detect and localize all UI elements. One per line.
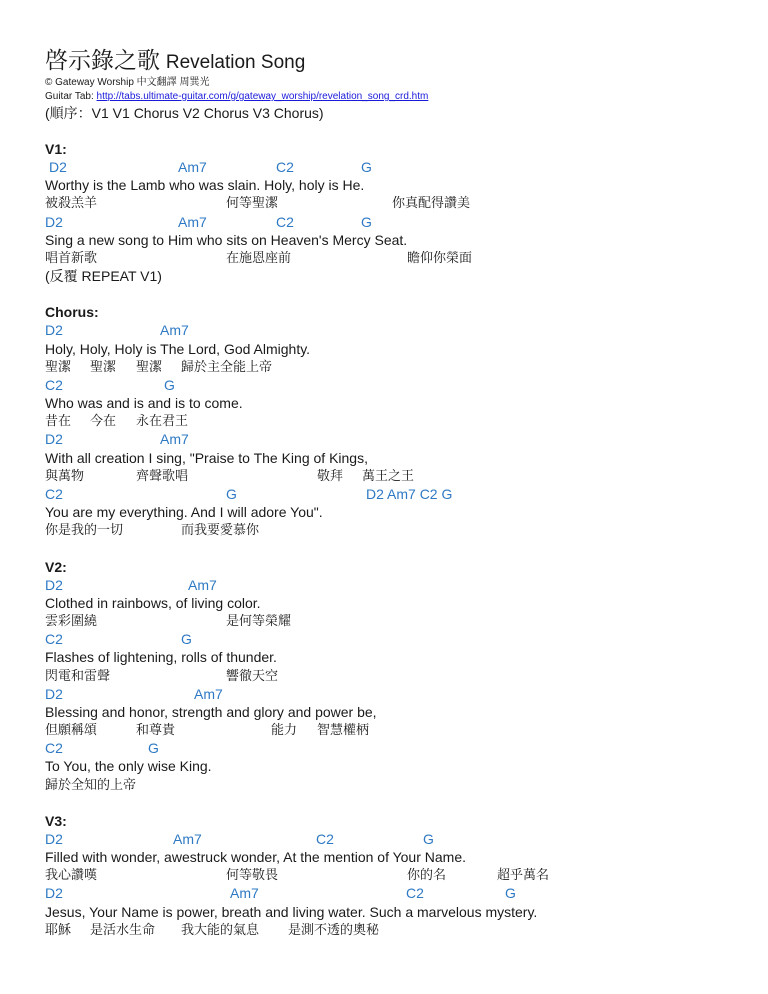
chinese-lyric: 昔在 bbox=[45, 413, 72, 429]
chinese-lyric: 雲彩圍繞 bbox=[45, 612, 98, 628]
chord-line bbox=[45, 485, 745, 503]
lyric-line: You are my everything. And I will adore You". bbox=[45, 504, 323, 521]
chord: D2 bbox=[45, 322, 63, 339]
lyric-line: Holy, Holy, Holy is The Lord, God Almighty. bbox=[45, 340, 311, 357]
chord: D2 bbox=[45, 830, 63, 847]
song-title bbox=[45, 44, 745, 76]
chinese-lyric: 是測不透的奧秘 bbox=[288, 921, 380, 937]
chinese-lyric-line bbox=[45, 776, 745, 794]
chinese-lyric-line bbox=[45, 921, 745, 939]
chinese-lyric-line bbox=[45, 521, 745, 539]
chinese-lyric: 我心讚嘆 bbox=[45, 867, 98, 883]
chord-line bbox=[45, 158, 745, 176]
chinese-lyric: 敬拜 bbox=[317, 467, 344, 483]
guitar-tab-link[interactable]: http://tabs.ultimate-guitar.com/g/gateway_worship/revelation_song_crd.htm bbox=[96, 91, 429, 102]
chord: G bbox=[505, 885, 516, 902]
section-label-v3: V3: bbox=[45, 812, 67, 829]
title-english: Revelation Song bbox=[165, 52, 306, 73]
chord: Am7 bbox=[160, 322, 189, 339]
chinese-lyric: 唱首新歌 bbox=[45, 249, 98, 265]
chord: G bbox=[181, 631, 192, 648]
chinese-lyric: 聖潔 bbox=[90, 358, 117, 374]
chord: C2 bbox=[276, 159, 294, 175]
translator-credit: 中文翻譯 周巽光 bbox=[136, 77, 210, 88]
repeat-note: (反覆 REPEAT V1) bbox=[45, 268, 162, 285]
chord: Am7 bbox=[230, 885, 259, 902]
chinese-lyric-line bbox=[45, 467, 745, 485]
chord-line bbox=[45, 739, 745, 757]
credit-line bbox=[45, 76, 745, 90]
chinese-lyric: 齊聲歌唱 bbox=[136, 467, 189, 483]
chinese-lyric: 在施恩座前 bbox=[226, 249, 292, 265]
song-order: (順序：V1 V1 Chorus V2 Chorus V3 Chorus) bbox=[45, 105, 324, 121]
lyric-line: Filled with wonder, awestruck wonder, At the mention of Your Name. bbox=[45, 849, 467, 865]
title-chinese: 啓示錄之歌 bbox=[45, 47, 160, 73]
lyric-line: Jesus, Your Name is power, breath and living water. Such a marvelous mystery. bbox=[45, 903, 538, 920]
chinese-lyric: 你真配得讚美 bbox=[392, 195, 471, 211]
chinese-lyric-line bbox=[45, 721, 745, 739]
chord-line bbox=[45, 430, 745, 448]
chord: D2 bbox=[45, 885, 63, 902]
chord: Am7 bbox=[160, 431, 189, 448]
chinese-lyric: 響徹天空 bbox=[226, 667, 279, 683]
chord: D2 bbox=[45, 213, 63, 230]
chinese-lyric: 與萬物 bbox=[45, 467, 85, 483]
chinese-lyric: 能力 bbox=[271, 722, 298, 738]
chord-line bbox=[45, 213, 745, 231]
chord: Am7 bbox=[178, 213, 207, 230]
lyric-line: Clothed in rainbows, of living color. bbox=[45, 594, 261, 611]
chord: Am7 bbox=[173, 830, 202, 847]
chinese-lyric-line bbox=[45, 194, 745, 212]
chinese-lyric: 超乎萬名 bbox=[497, 867, 550, 883]
lyric-line: To You, the only wise King. bbox=[45, 758, 212, 775]
chord: Am7 bbox=[194, 685, 223, 702]
chord: G bbox=[148, 740, 159, 757]
lyric-line: Sing a new song to Him who sits on Heaven's Mercy Seat. bbox=[45, 231, 408, 248]
chinese-lyric: 和尊貴 bbox=[136, 722, 176, 738]
song-sheet bbox=[45, 44, 745, 939]
chinese-lyric-line bbox=[45, 249, 745, 267]
chinese-lyric: 閃電和雷聲 bbox=[45, 667, 111, 683]
chinese-lyric-line bbox=[45, 412, 745, 430]
section-label-chorus: Chorus: bbox=[45, 304, 99, 321]
chord: G bbox=[361, 213, 372, 230]
section-label-v2: V2: bbox=[45, 558, 67, 575]
chord-line bbox=[45, 576, 745, 594]
lyric-line: Worthy is the Lamb who was slain. Holy, holy is He. bbox=[45, 177, 365, 194]
chinese-lyric: 我大能的氣息 bbox=[181, 921, 260, 937]
chinese-lyric: 是何等榮耀 bbox=[226, 612, 292, 628]
credit-label: © Gateway Worship bbox=[45, 77, 134, 88]
chinese-lyric-line bbox=[45, 667, 745, 685]
chinese-lyric: 聖潔 bbox=[45, 358, 72, 374]
chord-line bbox=[45, 376, 745, 394]
chinese-lyric: 永在君王 bbox=[136, 413, 189, 429]
chinese-lyric: 今在 bbox=[90, 413, 117, 429]
chinese-lyric-line bbox=[45, 866, 745, 884]
chinese-lyric: 何等聖潔 bbox=[226, 195, 279, 211]
chinese-lyric: 被殺羔羊 bbox=[45, 195, 98, 211]
chord: C2 bbox=[45, 740, 63, 757]
chinese-lyric: 萬王之王 bbox=[362, 467, 415, 483]
chinese-lyric: 歸於全知的上帝 bbox=[45, 776, 137, 792]
chord-line bbox=[45, 884, 745, 902]
section-label-v1: V1: bbox=[45, 141, 67, 157]
chord-line bbox=[45, 685, 745, 703]
guitar-tab-line bbox=[45, 90, 745, 104]
chord: C2 bbox=[45, 486, 63, 502]
lyric-line: Who was and is and is to come. bbox=[45, 395, 243, 412]
chord-line bbox=[45, 830, 745, 848]
chinese-lyric: 你是我的一切 bbox=[45, 522, 124, 538]
chord: D2 bbox=[49, 159, 67, 175]
chord-line bbox=[45, 321, 745, 339]
chord: C2 bbox=[45, 376, 63, 393]
chinese-lyric-line bbox=[45, 358, 745, 376]
chinese-lyric: 耶穌 bbox=[45, 921, 72, 937]
chord: C2 bbox=[45, 631, 63, 648]
chinese-lyric: 智慧權柄 bbox=[317, 722, 370, 738]
chord: G bbox=[164, 376, 175, 393]
lyric-line: Blessing and honor, strength and glory and power be, bbox=[45, 703, 377, 720]
chinese-lyric: 歸於主全能上帝 bbox=[181, 358, 273, 374]
chinese-lyric: 何等敬畏 bbox=[226, 867, 279, 883]
chord: D2 bbox=[45, 431, 63, 448]
chinese-lyric-line bbox=[45, 612, 745, 630]
chord: Am7 bbox=[178, 159, 207, 175]
chinese-lyric: 你的名 bbox=[407, 867, 447, 883]
chinese-lyric: 瞻仰你榮面 bbox=[407, 249, 473, 265]
guitar-tab-label: Guitar Tab: bbox=[45, 91, 94, 102]
chinese-lyric: 是活水生命 bbox=[90, 921, 156, 937]
chord: C2 bbox=[316, 830, 334, 847]
lyric-line: With all creation I sing, "Praise to The King of Kings, bbox=[45, 449, 368, 466]
chord: Am7 bbox=[188, 576, 217, 593]
chord: D2 bbox=[45, 576, 63, 593]
chord: G bbox=[423, 830, 434, 847]
chord: C2 bbox=[276, 213, 294, 230]
chord: D2 Am7 C2 G bbox=[366, 486, 453, 502]
chinese-lyric: 而我要愛慕你 bbox=[181, 522, 260, 538]
chord: D2 bbox=[45, 685, 63, 702]
chinese-lyric: 但願稱頌 bbox=[45, 722, 98, 738]
chinese-lyric: 聖潔 bbox=[136, 358, 163, 374]
chord: G bbox=[226, 486, 237, 502]
chord: C2 bbox=[406, 885, 424, 902]
chord-line bbox=[45, 630, 745, 648]
chord: G bbox=[361, 159, 372, 175]
lyric-line: Flashes of lightening, rolls of thunder. bbox=[45, 649, 277, 666]
